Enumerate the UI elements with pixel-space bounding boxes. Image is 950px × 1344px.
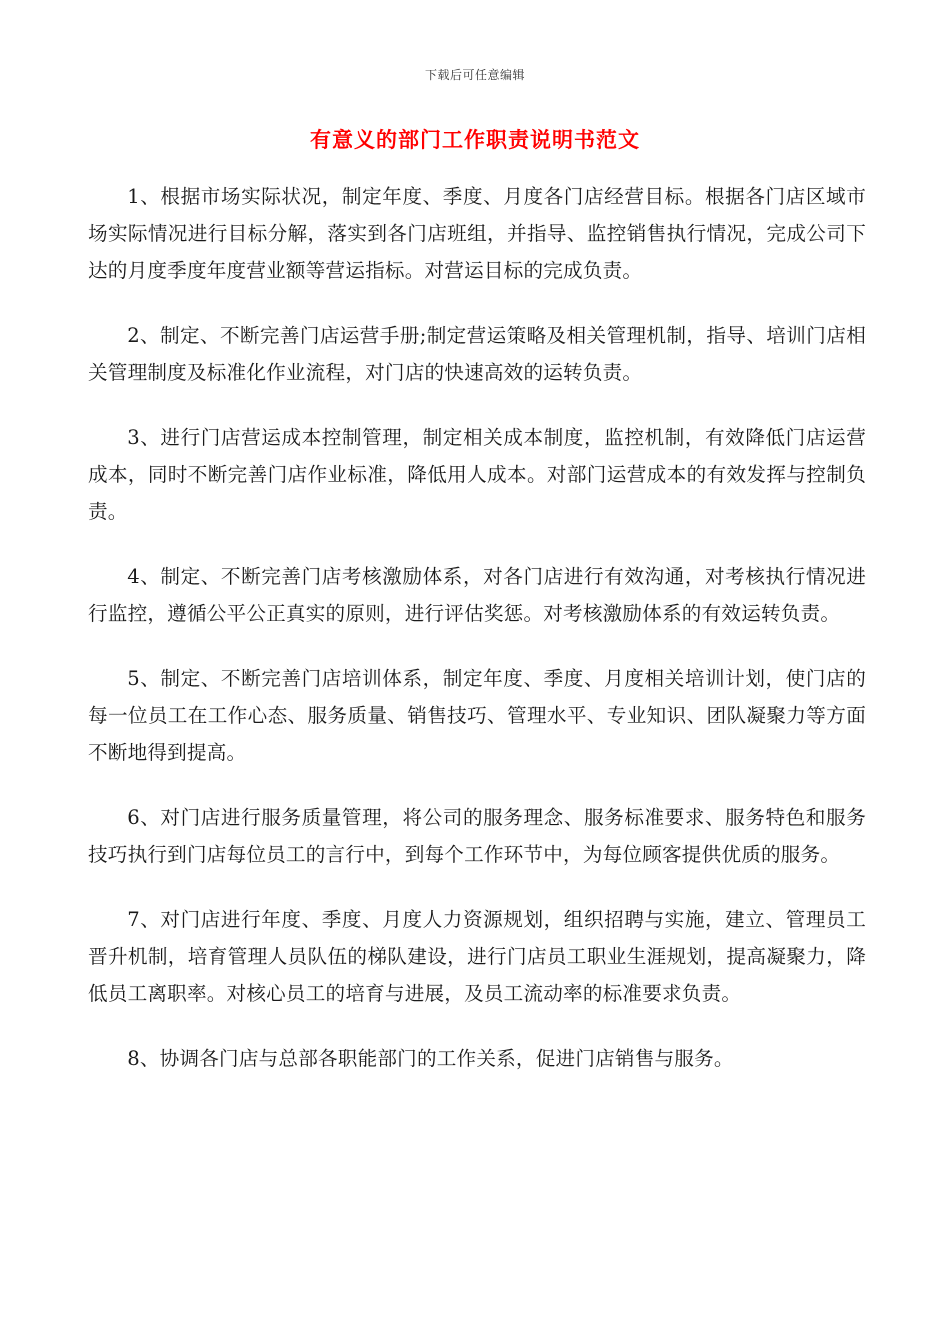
paragraph-7: 7、对门店进行年度、季度、月度人力资源规划，组织招聘与实施，建立、管理员工晋升机制，培育管理人员队伍的梯队建设，进行门店员工职业生涯规划，提高凝聚力，降低员工离职率。对核心员工的培育与进展，及员工流动率的标准要求负责。 <box>88 908 866 1005</box>
document-title: 有意义的部门工作职责说明书范文 <box>310 127 640 152</box>
header-note: 下载后可任意编辑 <box>424 68 525 82</box>
paragraph-6: 6、对门店进行服务质量管理，将公司的服务理念、服务标准要求、服务特色和服务技巧执行到门店每位员工的言行中，到每个工作环节中，为每位顾客提供优质的服务。 <box>88 806 866 866</box>
document-body <box>88 178 866 1105</box>
paragraph-4: 4、制定、不断完善门店考核激励体系，对各门店进行有效沟通，对考核执行情况进行监控，遵循公平公正真实的原则，进行评估奖惩。对考核激励体系的有效运转负责。 <box>88 565 866 625</box>
paragraph-2: 2、制定、不断完善门店运营手册;制定营运策略及相关管理机制，指导、培训门店相关管理制度及标准化作业流程，对门店的快速高效的运转负责。 <box>88 324 866 384</box>
paragraph-5: 5、制定、不断完善门店培训体系，制定年度、季度、月度相关培训计划，使门店的每一位员工在工作心态、服务质量、销售技巧、管理水平、专业知识、团队凝聚力等方面不断地得到提高。 <box>88 667 866 764</box>
paragraph-1: 1、根据市场实际状况，制定年度、季度、月度各门店经营目标。根据各门店区域市场实际情况进行目标分解，落实到各门店班组，并指导、监控销售执行情况，完成公司下达的月度季度年度营业额等营运指标。对营运目标的完成负责。 <box>88 185 866 282</box>
paragraph-3: 3、进行门店营运成本控制管理，制定相关成本制度，监控机制，有效降低门店运营成本，同时不断完善门店作业标准，降低用人成本。对部门运营成本的有效发挥与控制负责。 <box>88 426 866 523</box>
paragraph-8: 8、协调各门店与总部各职能部门的工作关系，促进门店销售与服务。 <box>127 1047 734 1070</box>
